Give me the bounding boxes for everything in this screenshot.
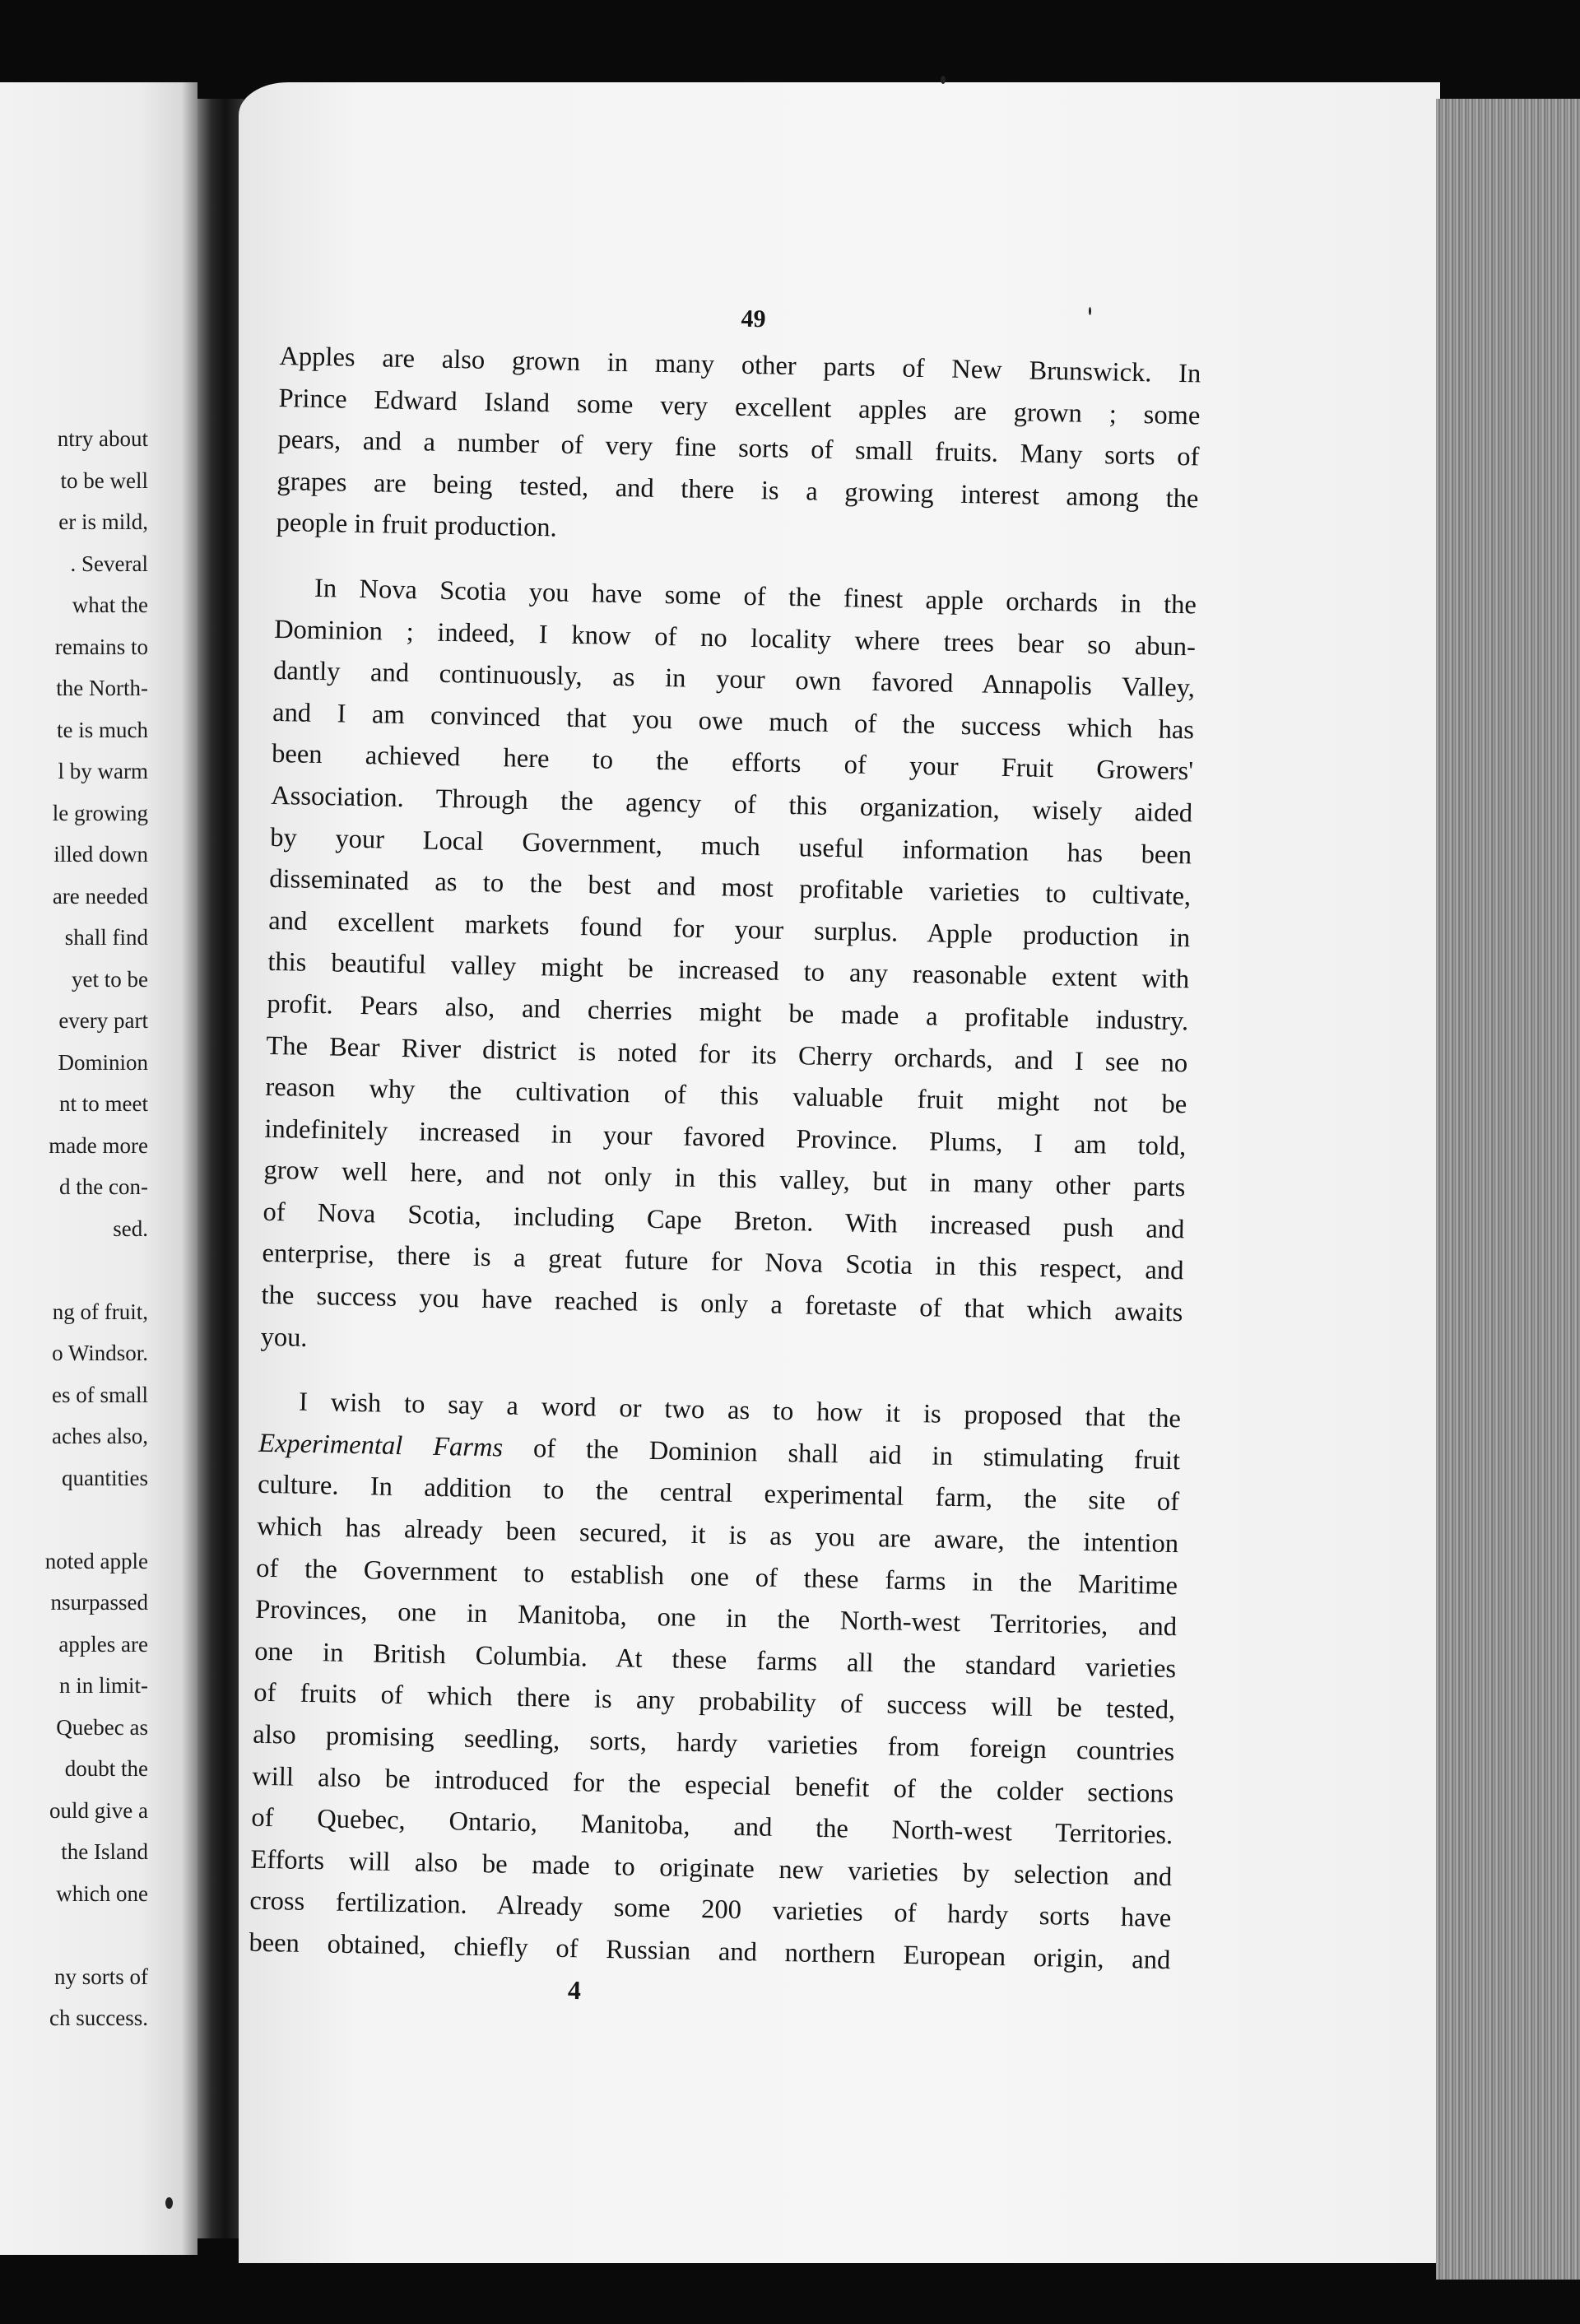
signature-mark: 4	[567, 1974, 582, 2006]
left-page-line: apples are	[58, 1631, 148, 1657]
text-line: enterprise, there is a great future for Nova Scotia in this respect, and	[262, 1239, 1184, 1286]
text-line: by your Local Government, much useful information has been	[269, 822, 1192, 870]
text-line: also promising seedling, sorts, hardy varieties from foreign countries	[253, 1719, 1175, 1768]
text-line: Efforts will also be made to originate new varieties by selection and	[250, 1844, 1173, 1892]
text-line: indefinitely increased in your favored Province. Plums, I am told,	[264, 1113, 1187, 1162]
text-line: you.	[260, 1322, 308, 1353]
paragraph-3	[249, 1381, 1181, 1982]
dust-mark	[941, 76, 946, 84]
left-page-line: are needed	[52, 883, 148, 909]
text-line: In Nova Scotia you have some of the finest apple orchards in the	[314, 573, 1197, 621]
left-page-line: made more	[49, 1132, 148, 1158]
left-page-line: l by warm	[58, 759, 148, 783]
page-number: 49	[741, 304, 766, 333]
text-span: of the Dominion shall aid in stimulating fruit	[502, 1433, 1181, 1476]
left-page-line: ould give a	[49, 1797, 148, 1823]
text-line: of Quebec, Ontario, Manitoba, and the North-west Territories.	[251, 1802, 1173, 1851]
paragraph-1	[276, 336, 1201, 561]
text-line: Prince Edward Island some very excellent apples are grown ; some	[278, 383, 1201, 431]
text-line: of fruits of which there is any probability of success will be tested,	[253, 1678, 1176, 1726]
left-page-line	[45, 1249, 148, 1291]
text-line: Dominion ; indeed, I know of no locality where trees bear so abun-	[273, 614, 1197, 662]
text-line: which has already been secured, it is as you are aware, the intention	[256, 1511, 1179, 1559]
text-line: people in fruit production.	[276, 508, 558, 543]
text-line: disseminated as to the best and most profitable varieties to cultivate,	[268, 864, 1192, 912]
text-line: grow well here, and not only in this valley, but in many other parts	[263, 1155, 1186, 1203]
left-page-line: ch success.	[49, 2006, 148, 2030]
text-line: dantly and continuously, as in your own favored Annapolis Valley,	[272, 656, 1196, 704]
left-page-line: te is much	[57, 717, 148, 742]
text-line: this beautiful valley might be increased to any reasonable extent with	[267, 947, 1190, 995]
left-page-line: shall find	[64, 925, 148, 950]
left-page-line: remains to	[54, 634, 148, 659]
left-page-line: what the	[72, 593, 148, 617]
text-line: cross fertilization. Already some 200 varieties of hardy sorts have	[249, 1886, 1172, 1934]
left-page-text	[45, 418, 148, 2039]
left-page-line: the North-	[56, 676, 148, 700]
left-page-line: . Several	[70, 551, 148, 576]
left-page-line: which one	[56, 1880, 148, 1906]
text-line: the success you have reached is only a foretaste of that which awaits	[261, 1280, 1183, 1328]
text-line: pears, and a number of very fine sorts of small fruits. Many sorts of	[277, 425, 1200, 472]
text-line: I wish to say a word or two as to how it is proposed that the	[298, 1387, 1182, 1434]
text-line: Apples are also grown in many other parts of New Brunswick. In	[279, 341, 1201, 389]
left-page-line: ntry about	[57, 426, 148, 451]
text-line: profit. Pears also, and cherries might be made a profitable industry.	[267, 988, 1189, 1037]
text-line: culture. In addition to the central experimental farm, the site of	[257, 1470, 1180, 1518]
text-line: been achieved here to the efforts of your Fruit Growers'	[271, 739, 1194, 787]
text-line: Association. Through the agency of this organization, wisely aided	[270, 780, 1193, 829]
left-page	[0, 82, 198, 2255]
italic-phrase: Experimental Farms	[258, 1428, 504, 1463]
left-page-line	[45, 1914, 148, 1956]
dust-mark	[165, 2197, 173, 2209]
left-page-line: nt to meet	[59, 1091, 148, 1116]
left-page-line: n in limit-	[59, 1673, 148, 1698]
left-page-line: noted apple	[44, 1548, 148, 1573]
text-line: will also be introduced for the especial benefit of the colder sections	[252, 1761, 1174, 1809]
text-line: and excellent markets found for your surplus. Apple production in	[268, 905, 1191, 954]
paragraph-3-lines	[249, 1464, 1179, 1982]
left-page-line	[45, 1499, 148, 1541]
left-page-line: es of small	[52, 1382, 148, 1407]
page-edges	[1436, 99, 1580, 2280]
left-page-line: d the con-	[59, 1174, 148, 1199]
left-page-line: aches also,	[52, 1424, 148, 1448]
left-page-line: yet to be	[72, 966, 148, 992]
text-line: of the Government to establish one of these farms in the Maritime	[255, 1553, 1178, 1601]
left-page-line: le growing	[52, 800, 148, 825]
left-page-line: sed.	[113, 1215, 148, 1241]
text-line: grapes are being tested, and there is a growing interest among the	[276, 466, 1199, 514]
paragraph-2	[260, 567, 1197, 1376]
left-page-line: to be well	[60, 467, 148, 493]
left-page-line: quantities	[62, 1465, 148, 1490]
left-page-line: the Island	[61, 1839, 148, 1864]
page-text	[249, 304, 1201, 1982]
left-page-line: illed down	[53, 842, 148, 867]
text-line: and I am convinced that you owe much of the success which has	[272, 697, 1195, 746]
dust-mark	[1089, 307, 1091, 315]
text-line: one in British Columbia. At these farms all the standard varieties	[253, 1636, 1177, 1685]
left-page-line: doubt the	[64, 1756, 148, 1781]
left-page-line: ng of fruit,	[52, 1299, 148, 1324]
left-page-line: Dominion	[58, 1049, 148, 1075]
text-line: Provinces, one in Manitoba, one in the North-west Territories, and	[254, 1594, 1178, 1643]
book-gutter	[198, 99, 244, 2238]
left-page-line: Quebec as	[56, 1714, 148, 1740]
text-line: been obtained, chiefly of Russian and northern European origin, and	[249, 1927, 1171, 1976]
text-line: reason why the cultivation of this valuable fruit might not be	[265, 1071, 1187, 1120]
left-page-line: every part	[58, 1008, 148, 1033]
left-page-line: nsurpassed	[50, 1590, 148, 1615]
left-page-line: o Windsor.	[52, 1341, 148, 1365]
left-page-line: ny sorts of	[54, 1964, 148, 1989]
text-line: The Bear River district is noted for its Cherry orchards, and I see no	[266, 1030, 1188, 1078]
text-line: of Nova Scotia, including Cape Breton. With increased push and	[263, 1197, 1185, 1245]
left-page-line: er is mild,	[58, 509, 148, 534]
